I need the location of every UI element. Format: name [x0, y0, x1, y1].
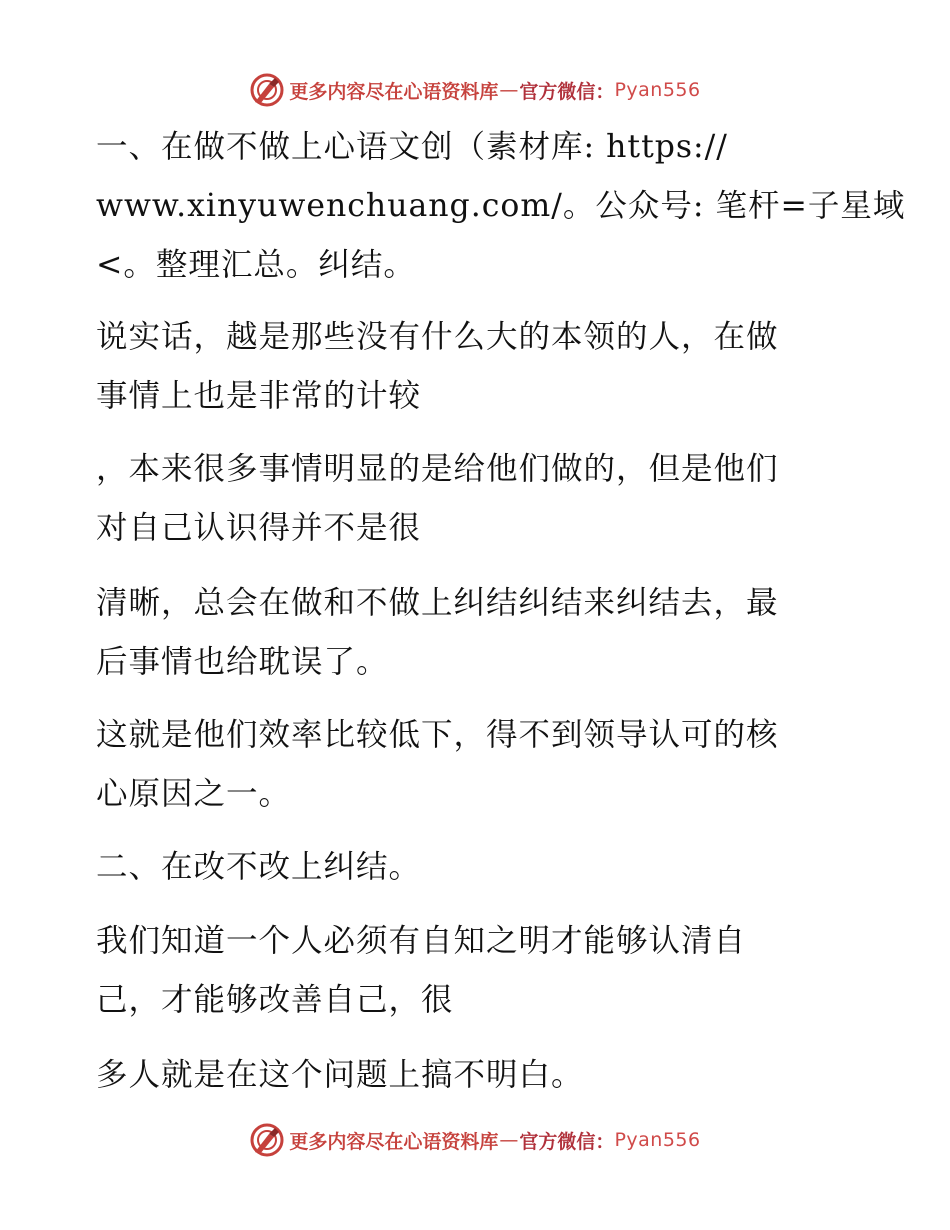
- paragraph-4: [96, 574, 886, 692]
- text-line: 心原因之一。: [96, 776, 292, 812]
- text-line: 后事情也给耽误了。: [96, 644, 389, 680]
- header-watermark: [0, 70, 950, 110]
- text-line: 多人就是在这个问题上搞不明白。: [96, 1057, 584, 1093]
- paragraph-6: [96, 838, 886, 897]
- paragraph-7: [96, 912, 886, 1030]
- watermark-wechat-id: Pyan556: [614, 1129, 701, 1151]
- text-line: www.xinyuwenchuang.com/。公众号: 笔杆=子星域: [96, 188, 906, 224]
- footer-watermark: [0, 1120, 950, 1160]
- watermark-dash: —: [499, 79, 519, 101]
- text-line: 事情上也是非常的计较: [96, 378, 422, 414]
- text-line: 二、在改不改上纠结。: [96, 849, 422, 885]
- text-line: 己，才能够改善自己，很: [96, 982, 454, 1018]
- watermark-dash: —: [499, 1129, 519, 1151]
- watermark-wechat-label: 官方微信：: [519, 80, 615, 103]
- text-line: ，本来很多事情明显的是给他们做的，但是他们: [96, 451, 779, 487]
- pen-logo-icon: [249, 1122, 285, 1158]
- watermark-main-text: 更多内容尽在心语资料库: [289, 1130, 499, 1153]
- text-line: <。整理汇总。纠结。: [96, 247, 416, 283]
- text-line: 对自己认识得并不是很: [96, 510, 422, 546]
- paragraph-3: [96, 440, 886, 558]
- watermark-wechat-id: Pyan556: [614, 79, 701, 101]
- paragraph-2: [96, 308, 886, 426]
- text-line: 说实话，越是那些没有什么大的本领的人，在做: [96, 319, 779, 355]
- text-line: 我们知道一个人必须有自知之明才能够认清自: [96, 923, 747, 959]
- watermark-wechat-label: 官方微信：: [519, 1130, 615, 1153]
- text-line: 清晰，总会在做和不做上纠结纠结来纠结去，最: [96, 585, 779, 621]
- paragraph-1: [96, 118, 906, 295]
- watermark-main-text: 更多内容尽在心语资料库: [289, 80, 499, 103]
- pen-logo-icon: [249, 72, 285, 108]
- text-line: 一、在做不做上心语文创（素材库: https://: [96, 129, 728, 165]
- paragraph-8: [96, 1046, 886, 1105]
- text-line: 这就是他们效率比较低下，得不到领导认可的核: [96, 717, 779, 753]
- paragraph-5: [96, 706, 886, 824]
